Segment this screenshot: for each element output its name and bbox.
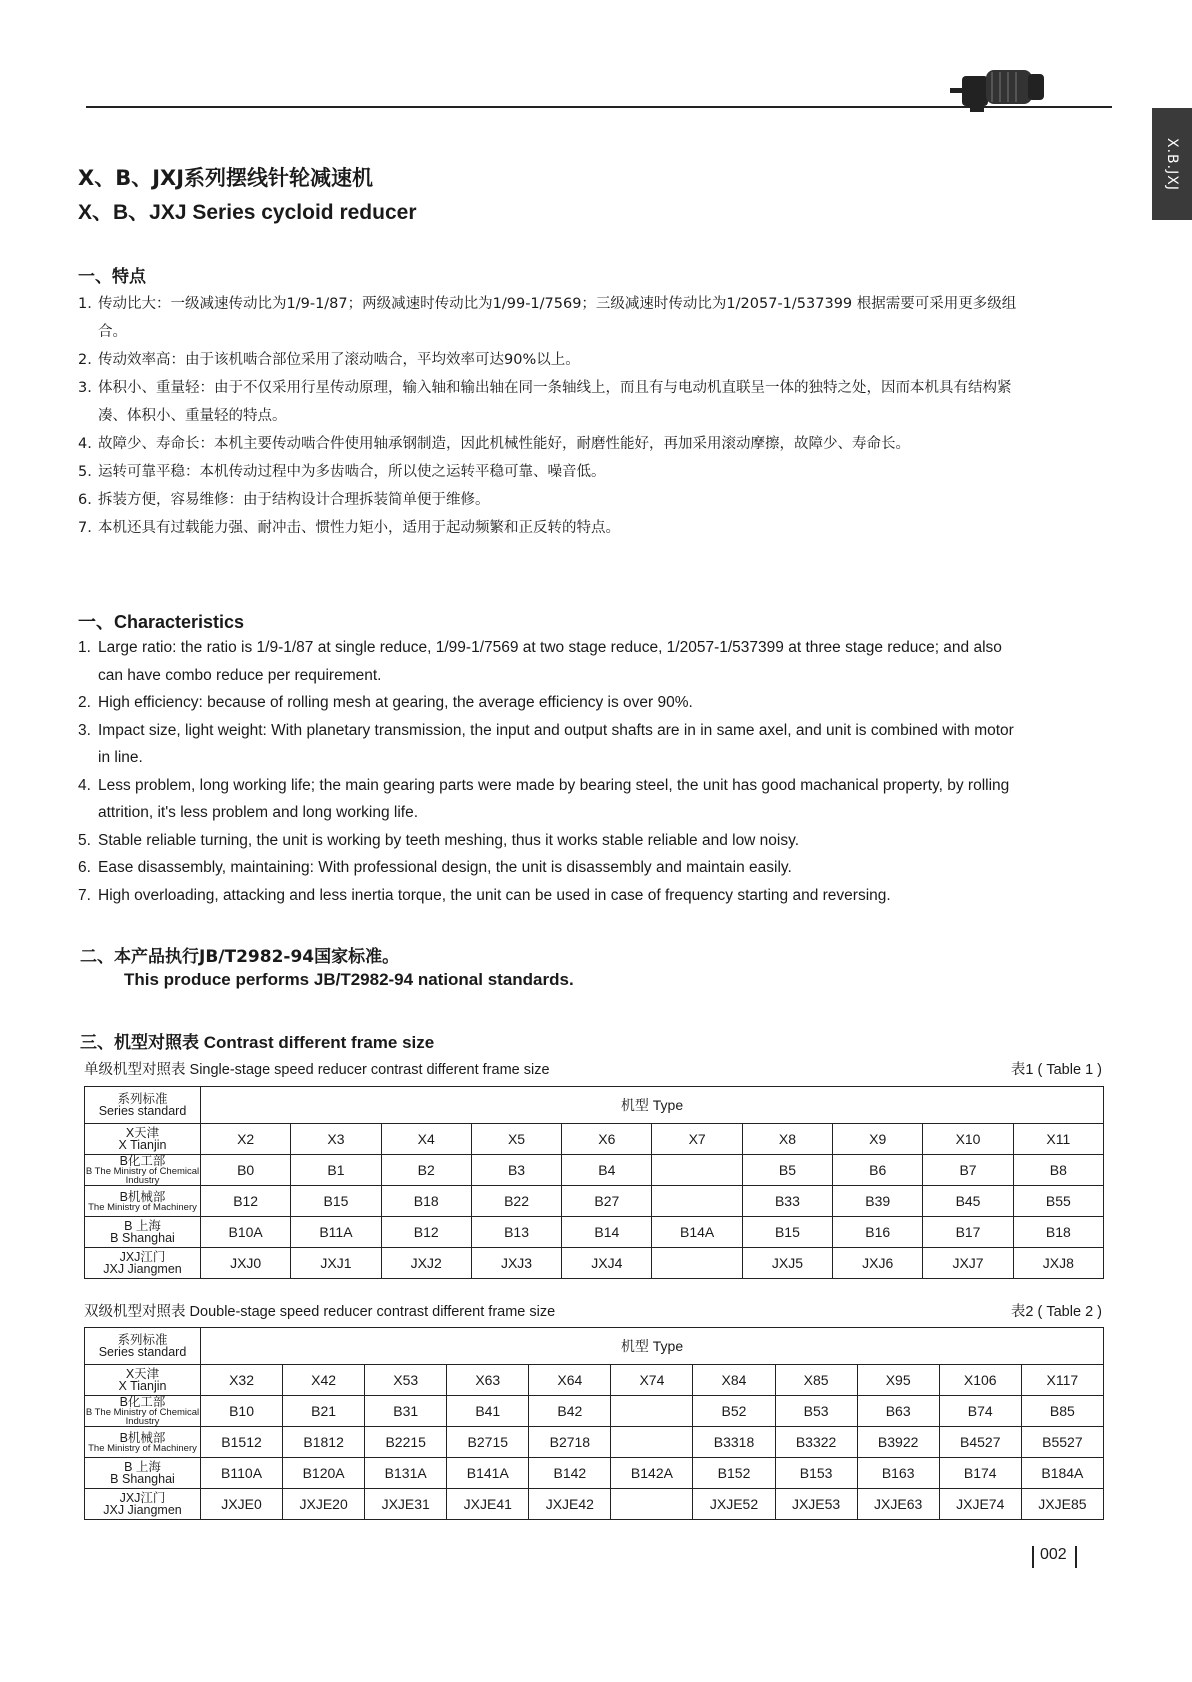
table-header-row <box>85 1328 1104 1365</box>
table-cell: X11 <box>1013 1124 1103 1155</box>
table-cell: JXJ3 <box>471 1248 561 1279</box>
features-en-heading: 一、Characteristics <box>78 612 245 632</box>
table-cell: B27 <box>562 1186 652 1217</box>
table-cell: B18 <box>381 1186 471 1217</box>
table-cell: B4 <box>562 1155 652 1186</box>
table-cell: B22 <box>471 1186 561 1217</box>
table-cell: JXJE74 <box>939 1489 1021 1520</box>
table-cell: B15 <box>291 1186 381 1217</box>
table-cell: B21 <box>283 1396 365 1427</box>
table-row <box>85 1427 1104 1458</box>
table-cell: B74 <box>939 1396 1021 1427</box>
series-header: 系列标准 Series standard <box>85 1328 201 1365</box>
list-item: 2. High efficiency: because of rolling mesh at gearing, the average efficiency is over 90%. <box>78 694 693 711</box>
table-cell: X53 <box>365 1365 447 1396</box>
table-cell: B3922 <box>857 1427 939 1458</box>
table-cell: B11A <box>291 1217 381 1248</box>
table-row <box>85 1248 1104 1279</box>
table-cell: B3318 <box>693 1427 775 1458</box>
table-cell: JXJE41 <box>447 1489 529 1520</box>
table-cell: X4 <box>381 1124 471 1155</box>
table-row <box>85 1124 1104 1155</box>
row-label: JXJ江门 JXJ Jiangmen <box>85 1248 201 1279</box>
table-cell: B18 <box>1013 1217 1103 1248</box>
table-cell: JXJE0 <box>201 1489 283 1520</box>
table-cell: B39 <box>833 1186 923 1217</box>
table-cell: JXJ4 <box>562 1248 652 1279</box>
list-item: 3. Impact size, light weight: With planetary transmission, the input and output shafts are in in same axel, and unit is combined with motor in line. <box>78 721 1014 766</box>
row-label: B化工部 B The Ministry of Chemical Industry <box>85 1395 200 1427</box>
row-label: X天津 X Tianjin <box>85 1124 201 1155</box>
table-cell: X42 <box>283 1365 365 1396</box>
table-cell: B63 <box>857 1396 939 1427</box>
table-cell: B10 <box>201 1396 283 1427</box>
table-cell: JXJE42 <box>529 1489 611 1520</box>
table-row <box>85 1217 1104 1248</box>
table-cell: B5 <box>742 1155 832 1186</box>
table-cell: B1812 <box>283 1427 365 1458</box>
table-cell: JXJE52 <box>693 1489 775 1520</box>
table-cell: JXJE63 <box>857 1489 939 1520</box>
table-cell: B15 <box>742 1217 832 1248</box>
table-cell <box>611 1396 693 1427</box>
standard-cn: 二、本产品执行JB/T2982-94国家标准。 <box>80 947 400 967</box>
table-cell: B45 <box>923 1186 1013 1217</box>
table2-caption: 双级机型对照表 Double-stage speed reducer contrast different frame size <box>84 1304 556 1320</box>
list-item: 6. 拆装方便，容易维修：由于结构设计合理拆装简单便于维修。 <box>78 492 490 508</box>
table-cell: X10 <box>923 1124 1013 1155</box>
table-cell: X6 <box>562 1124 652 1155</box>
table-cell: B8 <box>1013 1155 1103 1186</box>
side-tab: X.B.JXJ <box>1152 108 1192 220</box>
table-cell: B1 <box>291 1155 381 1186</box>
table-cell: X64 <box>529 1365 611 1396</box>
type-header: 机型 Type <box>201 1328 1104 1365</box>
table-cell: B16 <box>833 1217 923 1248</box>
row-label: B机械部 The Ministry of Machinery <box>85 1427 201 1458</box>
comparison-heading: 三、机型对照表 Contrast different frame size <box>80 1033 435 1052</box>
row-label: B 上海 B Shanghai <box>85 1458 201 1489</box>
table-cell: B33 <box>742 1186 832 1217</box>
table-cell: B53 <box>775 1396 857 1427</box>
row-label: X天津 X Tianjin <box>85 1365 201 1396</box>
table-row <box>85 1155 1104 1186</box>
table-cell: B1512 <box>201 1427 283 1458</box>
page-title-en: X、B、JXJ Series cycloid reducer <box>78 201 417 224</box>
table-cell: B131A <box>365 1458 447 1489</box>
table-cell: B141A <box>447 1458 529 1489</box>
table-row <box>85 1489 1104 1520</box>
table-cell <box>652 1248 742 1279</box>
table-cell: B12 <box>381 1217 471 1248</box>
table-cell: B17 <box>923 1217 1013 1248</box>
standard-en: This produce performs JB/T2982-94 national standards. <box>124 970 574 989</box>
table-cell: B42 <box>529 1396 611 1427</box>
table-cell <box>611 1427 693 1458</box>
table-cell: B31 <box>365 1396 447 1427</box>
table-cell: X7 <box>652 1124 742 1155</box>
table-cell: X5 <box>471 1124 561 1155</box>
table-cell: B2715 <box>447 1427 529 1458</box>
table-cell <box>611 1489 693 1520</box>
table-cell: B14 <box>562 1217 652 1248</box>
row-label: B 上海 B Shanghai <box>85 1217 201 1248</box>
list-item: 6. Ease disassembly, maintaining: With professional design, the unit is disassembly and maintain easily. <box>78 859 792 876</box>
table1-number: 表1 ( Table 1 ) <box>1010 1062 1102 1078</box>
table-cell <box>652 1155 742 1186</box>
list-item: 4. Less problem, long working life; the main gearing parts were made by bearing steel, the unit has good machanical property, by rolling attrition, it's less problem and long working life. <box>78 776 1010 821</box>
table-cell: JXJ2 <box>381 1248 471 1279</box>
table-cell: JXJ0 <box>201 1248 291 1279</box>
table-cell: JXJ7 <box>923 1248 1013 1279</box>
table-cell: X2 <box>201 1124 291 1155</box>
page-number: 002 <box>1040 1546 1067 1563</box>
list-item: 5. 运转可靠平稳：本机传动过程中为多齿啮合，所以使之运转平稳可靠、噪音低。 <box>78 464 606 480</box>
table-cell: B2215 <box>365 1427 447 1458</box>
list-item: 7. High overloading, attacking and less inertia torque, the unit can be used in case of frequency starting and reversing. <box>78 886 891 904</box>
table-cell: B3 <box>471 1155 561 1186</box>
double-stage-table <box>84 1327 1104 1520</box>
type-header: 机型 Type <box>201 1087 1104 1124</box>
table-cell: B163 <box>857 1458 939 1489</box>
table-cell: B3322 <box>775 1427 857 1458</box>
table-cell: JXJ1 <box>291 1248 381 1279</box>
table-cell: X117 <box>1021 1365 1103 1396</box>
table-cell: B14A <box>652 1217 742 1248</box>
table-cell: X3 <box>291 1124 381 1155</box>
table-cell: B6 <box>833 1155 923 1186</box>
single-stage-table <box>84 1086 1104 1279</box>
table-cell <box>652 1186 742 1217</box>
table-cell: B10A <box>201 1217 291 1248</box>
table-cell: B13 <box>471 1217 561 1248</box>
list-item: 1. 传动比大：一级减速传动比为1/9-1/87；两级减速时传动比为1/99-1/7569；三级减速时传动比为1/2057-1/537399 根据需要可采用更多级组合。 <box>78 296 1017 340</box>
list-item: 1. Large ratio: the ratio is 1/9-1/87 at single reduce, 1/99-1/7569 at two stage reduce, 1/2057-1/537399 at three stage reduce; and also can have combo reduce per requirement. <box>78 639 1002 684</box>
table-cell: B2718 <box>529 1427 611 1458</box>
features-cn-heading: 一、特点 <box>78 267 146 287</box>
table-cell: X8 <box>742 1124 832 1155</box>
table-cell: B120A <box>283 1458 365 1489</box>
table-cell: B152 <box>693 1458 775 1489</box>
table-cell: B2 <box>381 1155 471 1186</box>
table-header-row <box>85 1087 1104 1124</box>
table-cell: X32 <box>201 1365 283 1396</box>
table-cell: B174 <box>939 1458 1021 1489</box>
table-cell: X63 <box>447 1365 529 1396</box>
list-item: 7. 本机还具有过载能力强、耐冲击、惯性力矩小，适用于起动频繁和正反转的特点。 <box>78 520 620 536</box>
table-cell: X106 <box>939 1365 1021 1396</box>
table-cell: JXJ8 <box>1013 1248 1103 1279</box>
row-label: B化工部 B The Ministry of Chemical Industry <box>85 1154 200 1186</box>
table2-number: 表2 ( Table 2 ) <box>1010 1304 1102 1320</box>
table-cell: X74 <box>611 1365 693 1396</box>
table-row <box>85 1365 1104 1396</box>
table-cell: JXJ5 <box>742 1248 832 1279</box>
list-item: 3. 体积小、重量轻：由于不仅采用行星传动原理，输入轴和输出轴在同一条轴线上，而且有与电动机直联呈一体的独特之处，因而本机具有结构紧凑、体积小、重量轻的特点。 <box>78 380 1012 424</box>
table-cell: JXJE53 <box>775 1489 857 1520</box>
table-cell: B184A <box>1021 1458 1103 1489</box>
list-item: 2. 传动效率高：由于该机啮合部位采用了滚动啮合，平均效率可达90%以上。 <box>78 352 580 368</box>
table-cell: B5527 <box>1021 1427 1103 1458</box>
table-cell: B4527 <box>939 1427 1021 1458</box>
table-cell: B142 <box>529 1458 611 1489</box>
features-en-list <box>78 634 1028 909</box>
table-cell: X95 <box>857 1365 939 1396</box>
table-cell: B110A <box>201 1458 283 1489</box>
table1-caption: 单级机型对照表 Single-stage speed reducer contrast different frame size <box>84 1062 550 1078</box>
table-row <box>85 1186 1104 1217</box>
table-cell: B52 <box>693 1396 775 1427</box>
table-row <box>85 1458 1104 1489</box>
table-cell: B12 <box>201 1186 291 1217</box>
list-item: 4. 故障少、寿命长：本机主要传动啮合件使用轴承钢制造，因此机械性能好，耐磨性能好，再加采用滚动摩擦，故障少、寿命长。 <box>78 436 910 452</box>
table-cell: B153 <box>775 1458 857 1489</box>
table-cell: B7 <box>923 1155 1013 1186</box>
row-label: B机械部 The Ministry of Machinery <box>85 1186 201 1217</box>
table-cell: X85 <box>775 1365 857 1396</box>
table-row <box>85 1396 1104 1427</box>
table-cell: JXJE20 <box>283 1489 365 1520</box>
table-cell: X9 <box>833 1124 923 1155</box>
list-item: 5. Stable reliable turning, the unit is working by teeth meshing, thus it works stable reliable and low noisy. <box>78 831 800 849</box>
table-cell: JXJE85 <box>1021 1489 1103 1520</box>
table-cell: B142A <box>611 1458 693 1489</box>
reducer-motor-icon <box>948 58 1048 114</box>
series-header: 系列标准 Series standard <box>85 1087 201 1124</box>
table-cell: B41 <box>447 1396 529 1427</box>
features-cn-list <box>78 290 1028 542</box>
table-cell: B85 <box>1021 1396 1103 1427</box>
table-cell: JXJE31 <box>365 1489 447 1520</box>
table-cell: JXJ6 <box>833 1248 923 1279</box>
table-cell: B55 <box>1013 1186 1103 1217</box>
page-title-cn: X、B、JXJ系列摆线针轮减速机 <box>78 166 374 190</box>
table-cell: X84 <box>693 1365 775 1396</box>
row-label: JXJ江门 JXJ Jiangmen <box>85 1489 201 1520</box>
table-cell: B0 <box>201 1155 291 1186</box>
